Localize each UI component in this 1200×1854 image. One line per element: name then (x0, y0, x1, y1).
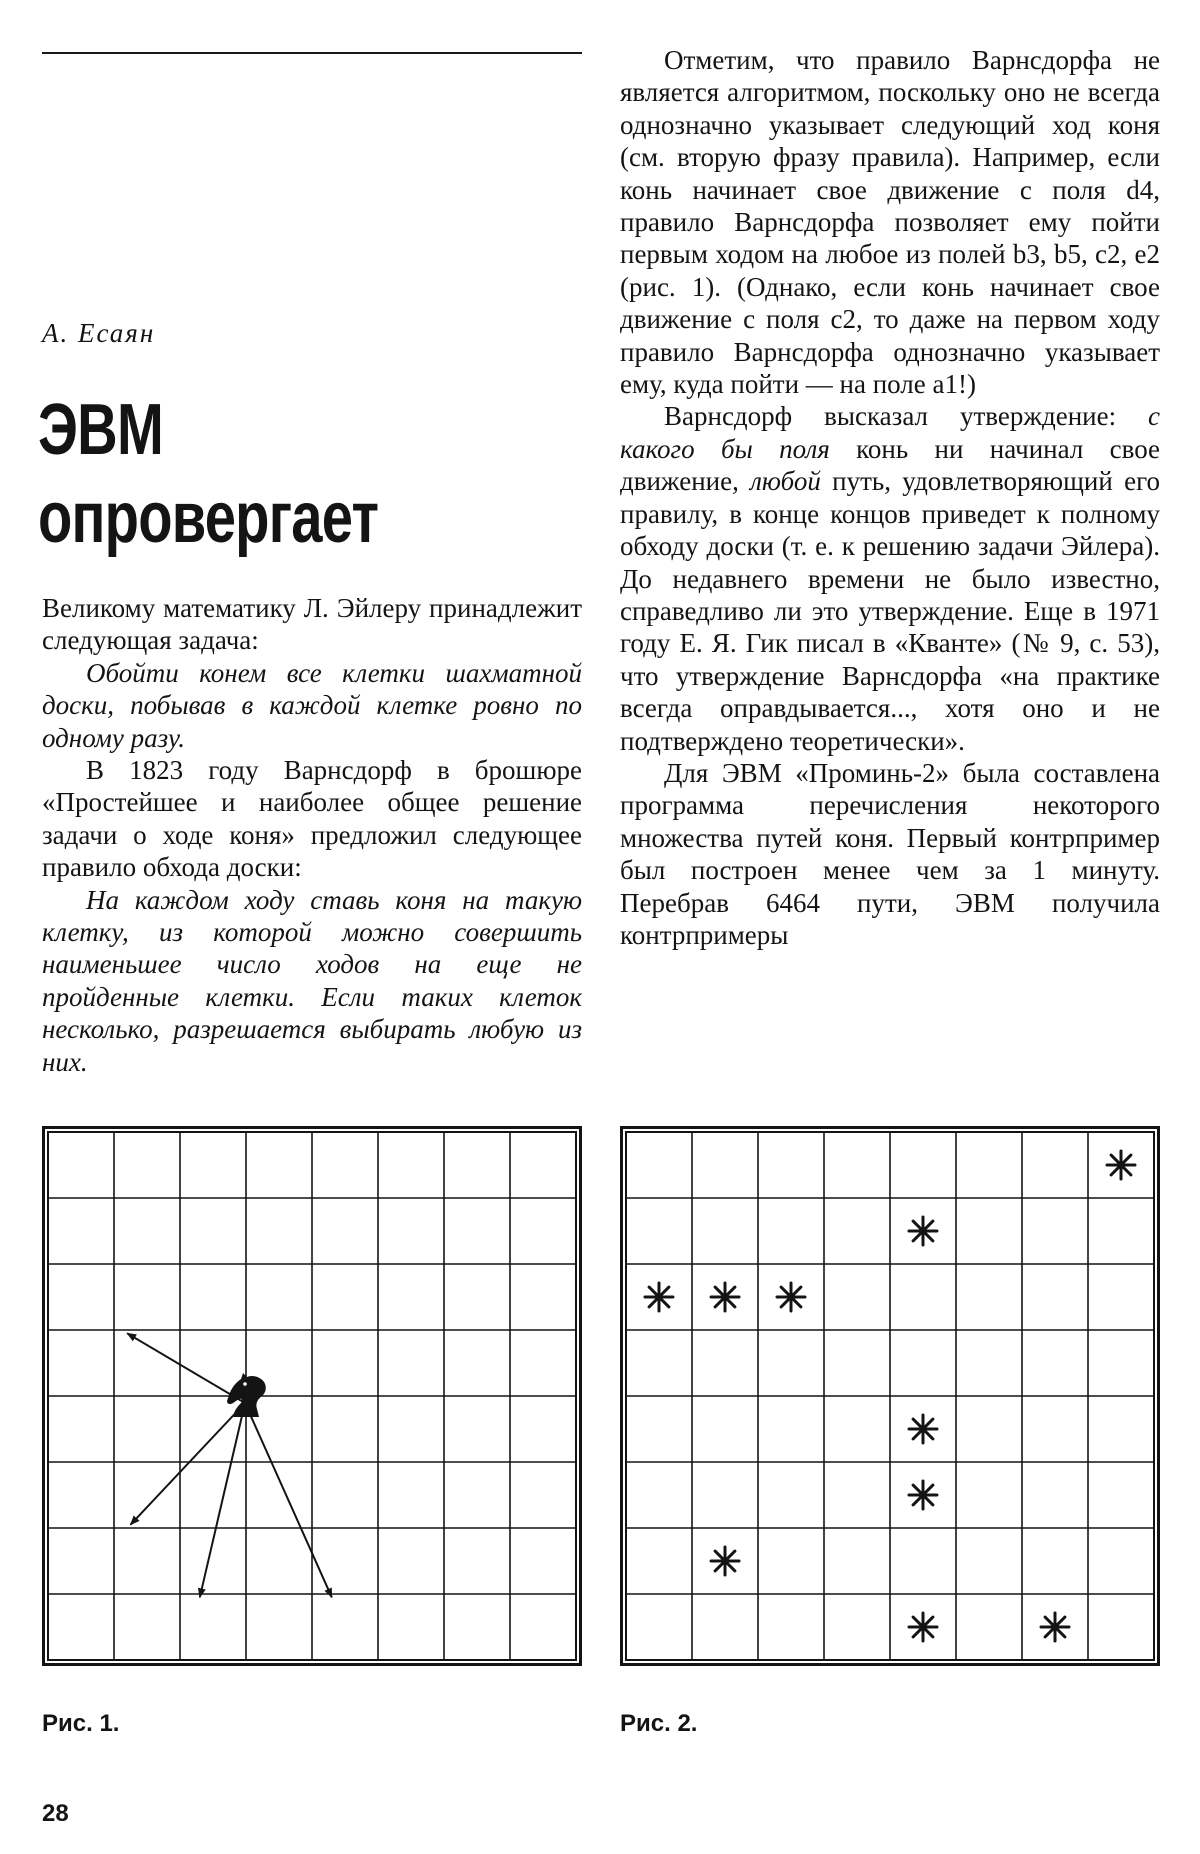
figure-2-caption: Рис. 2. (620, 1710, 698, 1737)
figure-1-board (42, 1126, 582, 1666)
page-number: 28 (42, 1800, 69, 1827)
knight-body (227, 1373, 266, 1417)
article-title (38, 386, 459, 562)
asterisk-icon (909, 1217, 937, 1245)
knight-icon (227, 1373, 266, 1417)
title-line-2: опровергает (38, 478, 379, 558)
knight-move-arrow (127, 1333, 245, 1403)
paragraph (620, 400, 1160, 756)
asterisk-icon (1041, 1613, 1069, 1641)
warnsdorff-rule: На каждом ходу ставь коня на такую клетку, из которой можно совершить наименьшее число ходов на еще не пройденные клетки. Если таких клеток несколько, разрешается выбирать любую из них. (42, 884, 582, 1077)
emphasis: с какого бы поля (620, 401, 1160, 464)
emphasis: любой (750, 466, 821, 497)
knight-move-arrow (131, 1403, 246, 1525)
text-run: конь ни начинал свое движение, (620, 433, 1161, 497)
top-rule (42, 52, 582, 54)
paragraph: В 1823 году Варнсдорф в брошюре «Простейшее и наиболее общее решение задачи о ходе коня» предложил следующее правило обхода доски: (42, 755, 582, 883)
chessboard-1 (42, 1126, 582, 1666)
asterisk-icon (909, 1481, 937, 1509)
title-line-1: ЭВМ (38, 390, 163, 470)
chessboard-2 (620, 1126, 1160, 1666)
asterisk-icon (909, 1415, 937, 1443)
asterisk-icon (711, 1283, 739, 1311)
author: А. Есаян (42, 318, 156, 348)
right-column (620, 44, 1160, 951)
knight-eye (243, 1382, 247, 1386)
text-run: Варнсдорф высказал утверждение: (664, 401, 1149, 432)
asterisk-icon (777, 1283, 805, 1311)
left-column (42, 592, 582, 1078)
euler-problem: Обойти конем все клетки шахматной доски, побывав в каждой клетке ровно по одному разу. (42, 657, 582, 753)
asterisk-icon (909, 1613, 937, 1641)
asterisk-icon (645, 1283, 673, 1311)
text-run: путь, удовлетворяющий его правилу, в конце концов приведет к полному обходу доски (т. е. к решению задачи Эйлера). До недавнего времени не было известно, справедливо ли это утверждение. Еще в 1971 году Е. Я. Гик писал в «Кванте» (№ 9, с. 53), что утверждение Варнсдорфа «на практике всегда оправдывается..., хотя оно и не подтверждено теоретически». (620, 466, 1160, 756)
paragraph: Отметим, что правило Варнсдорфа не является алгоритмом, поскольку оно не всегда однозначно указывает следующий ход коня (см. вторую фразу правила). Например, если конь начинает свое движение с поля d4, правило Варнсдорфа позволяет ему пойти первым ходом на любое из полей b3, b5, c2, e2 (рис. 1). (Однако, если конь начинает свое движение с поля c2, то даже на первом ходу правило Варнсдорфа однозначно указывает ему, куда пойти — на поле a1!) (620, 45, 1160, 400)
knight-move-arrow (200, 1403, 245, 1597)
paragraph: Для ЭВМ «Проминь-2» была составлена программа перечисления некоторого множества путей коня. Первый контрпример был построен менее чем за 1 минуту. Перебрав 6464 пути, ЭВМ получила контрпримеры (620, 757, 1160, 950)
asterisk-icon (711, 1547, 739, 1575)
asterisk-icon (1107, 1151, 1135, 1179)
knight-move-arrow (245, 1403, 332, 1597)
paragraph: Великому математику Л. Эйлеру принадлежит следующая задача: (42, 593, 582, 656)
figure-2-board (620, 1126, 1160, 1666)
figure-1-caption: Рис. 1. (42, 1710, 120, 1737)
